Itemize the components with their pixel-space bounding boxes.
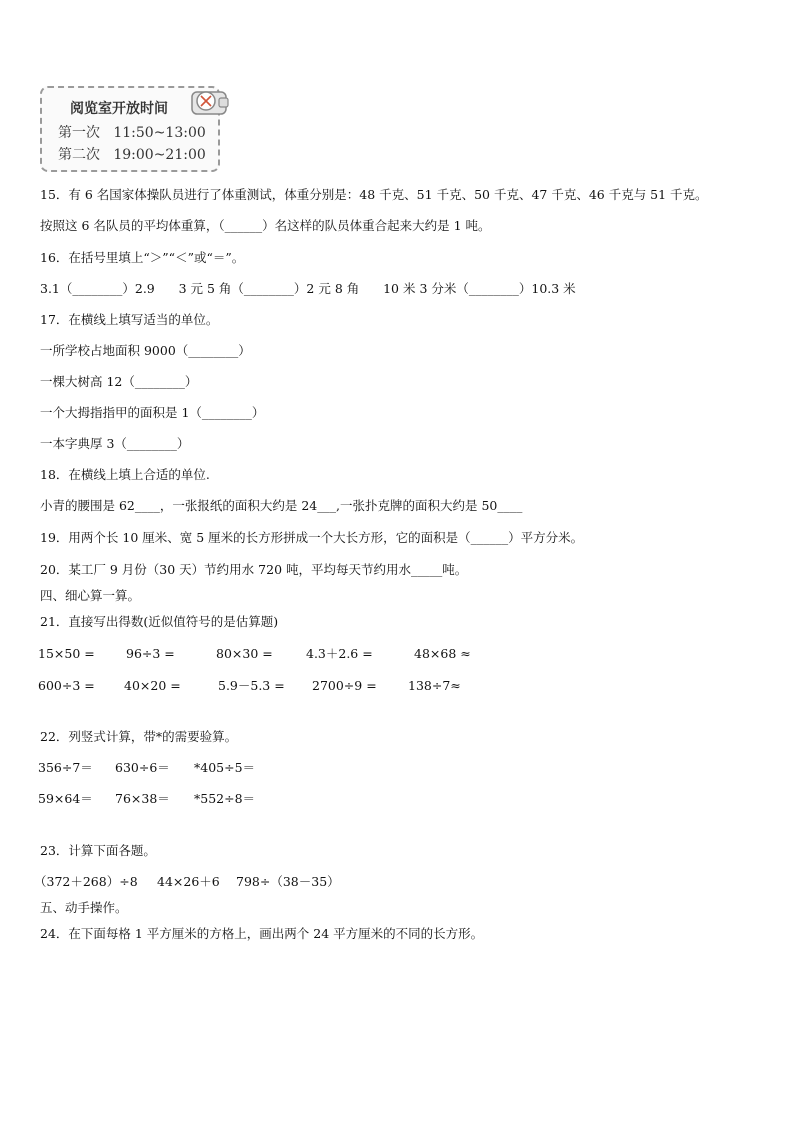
section-4-heading: 四、细心算一算。 (40, 588, 141, 603)
sign-title: 阅览室开放时间 (70, 101, 168, 117)
calc-item: 2700÷9 = (312, 678, 377, 693)
sign-row-1: 第一次 11:50~13:00 (58, 125, 206, 141)
calc-item: 80×30 = (216, 646, 273, 661)
question-17-item: 一棵大树高 12（________） (40, 374, 198, 389)
calc-item: 40×20 = (124, 678, 181, 693)
question-18-title: 18．在横线上填上合适的单位. (40, 467, 210, 482)
question-24: 24．在下面每格 1 平方厘米的方格上，画出两个 24 平方厘米的不同的长方形。 (40, 926, 484, 941)
question-16-title: 16．在括号里填上“＞”“＜”或“＝”。 (40, 250, 245, 265)
question-21-title: 21．直接写出得数(近似值符号的是估算题) (40, 614, 279, 629)
calc-item: *552÷8＝ (194, 791, 256, 806)
section-5-heading: 五、动手操作。 (40, 900, 128, 915)
question-17-item: 一个大拇指指甲的面积是 1（________） (40, 405, 265, 420)
calc-item: 600÷3 = (38, 678, 95, 693)
question-16-line: 3.1（________）2.9 3 元 5 角（________）2 元 8 角 10 米 3 分米（________）10.3 米 (40, 281, 576, 296)
question-23-title: 23．计算下面各题。 (40, 843, 156, 858)
question-19: 19．用两个长 10 厘米、宽 5 厘米的长方形拼成一个大长方形，它的面积是（______）平方分米。 (40, 530, 584, 545)
question-22-title: 22．列竖式计算，带*的需要验算。 (40, 729, 238, 744)
calc-item: 798÷（38－35） (236, 874, 340, 889)
calc-item: 356÷7＝ (38, 760, 93, 775)
calc-item: *405÷5＝ (194, 760, 256, 775)
calc-item: 48×68 ≈ (414, 646, 471, 661)
camera-icon (188, 84, 232, 118)
calc-item: 4.3＋2.6 = (306, 646, 373, 661)
question-17-item: 一本字典厚 3（________） (40, 436, 190, 451)
calc-item: （372＋268）÷8 (34, 874, 138, 889)
calc-item: 76×38＝ (115, 791, 170, 806)
calc-item: 59×64＝ (38, 791, 93, 806)
calc-item: 138÷7≈ (408, 678, 461, 693)
sign-row-2: 第二次 19:00~21:00 (58, 147, 206, 163)
question-18-line: 小青的腰围是 62____，一张报纸的面积大约是 24___,一张扑克牌的面积大约是 50____ (40, 498, 523, 513)
calc-item: 15×50 = (38, 646, 95, 661)
calc-item: 44×26＋6 (157, 874, 220, 889)
calc-item: 630÷6＝ (115, 760, 170, 775)
calc-item: 96÷3 = (126, 646, 175, 661)
question-17-item: 一所学校占地面积 9000（________） (40, 343, 251, 358)
question-15-line-1: 15．有 6 名国家体操队员进行了体重测试，体重分别是：48 千克、51 千克、50 千克、47 千克、46 千克与 51 千克。 (40, 187, 708, 202)
question-17-title: 17．在横线上填写适当的单位。 (40, 312, 219, 327)
question-20: 20．某工厂 9 月份（30 天）节约用水 720 吨，平均每天节约用水_____吨。 (40, 562, 468, 577)
calc-item: 5.9－5.3 = (218, 678, 285, 693)
question-15-line-2: 按照这 6 名队员的平均体重算，（______）名这样的队员体重合起来大约是 1 吨。 (40, 218, 491, 233)
